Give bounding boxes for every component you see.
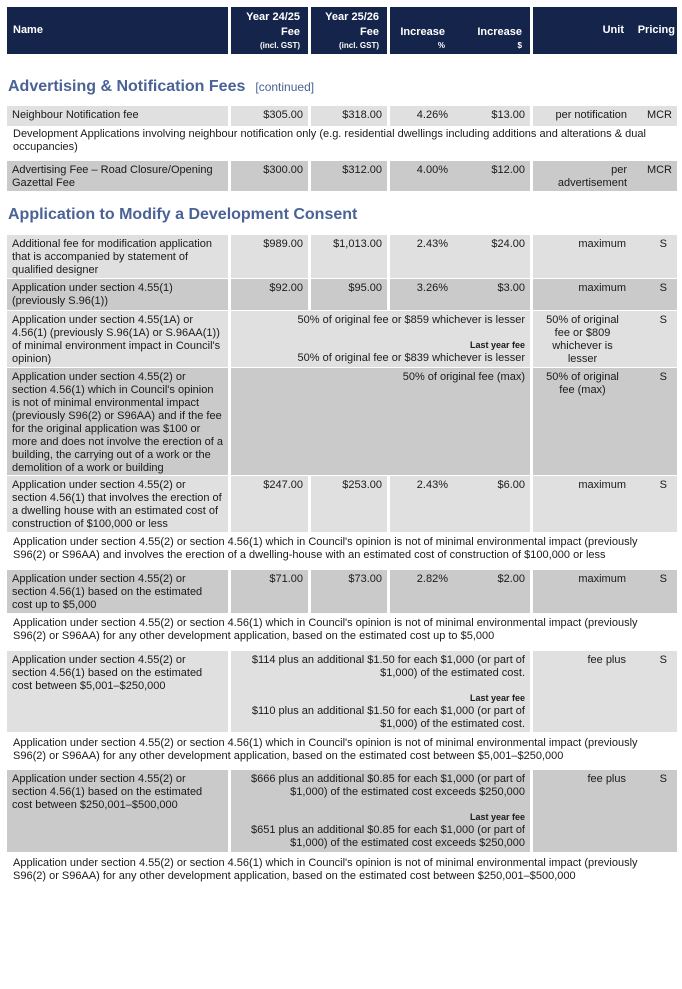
table-cell: $253.00 bbox=[311, 476, 387, 532]
table-cell: S bbox=[632, 235, 677, 278]
table-cell bbox=[231, 651, 530, 732]
table-cell: Advertising Fee – Road Closure/Opening Gazettal Fee bbox=[7, 161, 228, 191]
section-title-advertising: Advertising & Notification Fees [continued] bbox=[8, 78, 315, 95]
table-cell: S bbox=[632, 368, 677, 475]
last-year-fee: $651 plus an additional $0.85 for each $1,000 (or part of $1,000) of the estimated cost exceeds $250,000 bbox=[251, 824, 525, 849]
row-note: Development Applications involving neighbour notification only (e.g. residential dwellings including additions and alterations & dual occupancies) bbox=[13, 128, 646, 153]
table-cell: 50% of original fee or $809 whichever is lesser bbox=[533, 311, 632, 367]
current-fee: $666 plus an additional $0.85 for each $1,000 (or part of $1,000) of the estimated cost exceeds $250,000 bbox=[251, 773, 525, 798]
table-cell: maximum bbox=[533, 476, 632, 532]
table-cell: Additional fee for modification application that is accompanied by statement of qualified designer bbox=[7, 235, 228, 278]
table-cell: MCR bbox=[632, 161, 677, 191]
table-cell: $247.00 bbox=[231, 476, 308, 532]
header-name: Name bbox=[7, 7, 228, 54]
table-cell: Neighbour Notification fee bbox=[7, 106, 228, 126]
last-year-fee: 50% of original fee or $839 whichever is lesser bbox=[297, 352, 525, 364]
table-cell: Application under section 4.55(1) (previously S.96(1)) bbox=[7, 279, 228, 310]
table-cell: $73.00 bbox=[311, 570, 387, 613]
table-cell: $13.00 bbox=[453, 106, 530, 126]
table-cell: $71.00 bbox=[231, 570, 308, 613]
header-pricing: Pricing bbox=[632, 7, 677, 54]
header-year-2425: Year 24/25 Fee (incl. GST) bbox=[231, 7, 308, 54]
table-cell: Application under section 4.55(2) or section 4.56(1) that involves the erection of a dwelling house with an estimated cost of construction of $100,000 or less bbox=[7, 476, 228, 532]
table-cell: maximum bbox=[533, 279, 632, 310]
table-cell: $92.00 bbox=[231, 279, 308, 310]
table-cell: 2.82% bbox=[390, 570, 453, 613]
table-cell: S bbox=[632, 279, 677, 310]
table-cell: 2.43% bbox=[390, 235, 453, 278]
table-cell: $6.00 bbox=[453, 476, 530, 532]
table-cell: $989.00 bbox=[231, 235, 308, 278]
table-cell: $318.00 bbox=[311, 106, 387, 126]
table-cell: MCR bbox=[632, 106, 677, 126]
table-cell: maximum bbox=[533, 235, 632, 278]
table-cell: 2.43% bbox=[390, 476, 453, 532]
table-cell: per advertisement bbox=[533, 161, 632, 191]
last-year-label: Last year fee bbox=[469, 812, 525, 822]
table-cell: $300.00 bbox=[231, 161, 308, 191]
table-cell: $2.00 bbox=[453, 570, 530, 613]
row-note: Application under section 4.55(2) or section 4.56(1) which in Council's opinion is not of minimal environmental impact (previously S96(2) or S96AA) and involves the erection of a dwelling-house with an estimated cost of construction of $100,000 or less bbox=[13, 536, 638, 561]
table-cell: Application under section 4.55(2) or section 4.56(1) based on the estimated cost between $250,001–$500,000 bbox=[7, 770, 228, 852]
table-cell: $24.00 bbox=[453, 235, 530, 278]
row-note: Application under section 4.55(2) or section 4.56(1) which in Council's opinion is not of minimal environmental impact (previously S96(2) or S96AA) for any other development application, based on the estimated cost between $5,001–$250,000 bbox=[13, 737, 638, 762]
table-cell: $1,013.00 bbox=[311, 235, 387, 278]
row-note: Application under section 4.55(2) or section 4.56(1) which in Council's opinion is not of minimal environmental impact (previously S96(2) or S96AA) for any other development application, based on the estimated cost between $250,001–$500,000 bbox=[13, 857, 638, 882]
table-cell: 4.00% bbox=[390, 161, 453, 191]
header-increase-dollar: Increase $ bbox=[453, 7, 530, 54]
table-cell: fee plus bbox=[533, 651, 632, 732]
table-cell: $312.00 bbox=[311, 161, 387, 191]
current-fee: 50% of original fee or $859 whichever is lesser bbox=[297, 314, 525, 326]
header-unit: Unit bbox=[533, 7, 632, 54]
table-cell: S bbox=[632, 311, 677, 367]
table-cell: Application under section 4.55(2) or section 4.56(1) which in Council's opinion is not of minimal environmental impact (previously S96(2) or S96AA) and if the fee for the original application was $100 or more and does not involve the erection of a building, the carrying out of a work or the demolition of a work or building bbox=[7, 368, 228, 475]
row-note: Application under section 4.55(2) or section 4.56(1) which in Council's opinion is not of minimal environmental impact (previously S96(2) or S96AA) for any other development application, based on the estimated cost up to $5,000 bbox=[13, 617, 638, 642]
last-year-label: Last year fee bbox=[469, 693, 525, 703]
table-cell: fee plus bbox=[533, 770, 632, 852]
table-cell: S bbox=[632, 570, 677, 613]
table-cell: Application under section 4.55(1A) or 4.56(1) (previously S.96(1A) or S.96AA(1)) of minimal environment impact in Council's opinion) bbox=[7, 311, 228, 367]
table-cell: 50% of original fee (max) bbox=[231, 368, 530, 475]
current-fee: $114 plus an additional $1.50 for each $1,000 (or part of $1,000) of the estimated cost. bbox=[251, 654, 525, 679]
table-cell bbox=[231, 311, 530, 367]
table-cell: 50% of original fee (max) bbox=[533, 368, 632, 475]
table-cell: Application under section 4.55(2) or section 4.56(1) based on the estimated cost up to $5,000 bbox=[7, 570, 228, 613]
table-cell: S bbox=[632, 770, 677, 852]
table-cell: 3.26% bbox=[390, 279, 453, 310]
table-cell: $3.00 bbox=[453, 279, 530, 310]
table-cell: 4.26% bbox=[390, 106, 453, 126]
table-cell: $305.00 bbox=[231, 106, 308, 126]
table-cell bbox=[231, 770, 530, 852]
header-year-2526: Year 25/26 Fee (incl. GST) bbox=[311, 7, 387, 54]
section-title-modify: Application to Modify a Development Consent bbox=[8, 206, 358, 223]
continued-label: [continued] bbox=[255, 80, 315, 94]
table-cell: $12.00 bbox=[453, 161, 530, 191]
table-cell: $95.00 bbox=[311, 279, 387, 310]
last-year-fee: $110 plus an additional $1.50 for each $1,000 (or part of $1,000) of the estimated cost. bbox=[251, 705, 525, 730]
table-cell: S bbox=[632, 651, 677, 732]
table-cell: S bbox=[632, 476, 677, 532]
table-cell: Application under section 4.55(2) or section 4.56(1) based on the estimated cost between $5,001–$250,000 bbox=[7, 651, 228, 732]
last-year-label: Last year fee bbox=[469, 340, 525, 350]
header-increase-percent: Increase % bbox=[390, 7, 453, 54]
table-cell: per notification bbox=[533, 106, 632, 126]
table-cell: maximum bbox=[533, 570, 632, 613]
